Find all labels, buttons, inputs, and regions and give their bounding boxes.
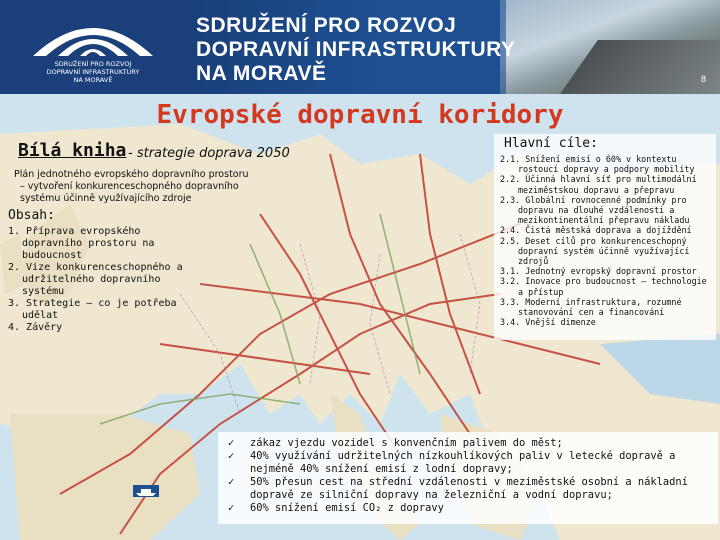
plan-line: systému účinně využívajícího zdroje [20, 193, 192, 204]
contents-item: 4. Závěry [8, 322, 63, 333]
slide-title: Evropské dopravní koridory [156, 100, 564, 130]
goal-item: 2.2. Účinná hlavní síť pro multimodální meziměstskou dopravu a přepravu [500, 174, 697, 195]
target-item [228, 437, 716, 449]
white-paper-heading: Bílá kniha [18, 140, 127, 161]
contents-item: 2. Vize konkurenceschopného a udržitelného dopravního systému [8, 262, 183, 297]
contents-list [8, 226, 183, 334]
header-banner [0, 0, 720, 94]
check-icon: ✓ [228, 450, 235, 463]
target-item [228, 450, 716, 475]
goal-item: 3.3. Moderní infrastruktura, rozumné stanovování cen a financování [500, 296, 682, 318]
strategy-subtitle: - strategie doprava 2050 [128, 146, 290, 161]
goal-item: 3.4. Vnější dimenze [500, 317, 596, 328]
goal-item: 2.3. Globální rovnocenné podmínky pro dopravu na dlouhé vzdálenosti a mezikontinentální přepravu nákladu [500, 194, 690, 226]
target-text: 40% využívání udržitelných nízkouhlíkových paliv v letecké dopravě a nejméně 40% snížení emisí z lodní dopravy; [250, 450, 676, 475]
target-text: 60% snížení emisí CO₂ z dopravy [250, 502, 444, 515]
goal-item: 2.1. Snížení emisí o 60% v kontextu rostoucí dopravy a podpory mobility [500, 154, 695, 175]
check-icon: ✓ [228, 437, 235, 449]
target-item [228, 502, 716, 514]
goal-item: 2.5. Deset cílů pro konkurenceschopný dopravní systém účinně využívající zdrojů [500, 235, 690, 267]
plan-line: – vytvoření konkurenceschopného dopravního [20, 181, 239, 192]
logo [0, 0, 186, 94]
contents-item: 3. Strategie – co je potřeba udělat [8, 298, 177, 321]
check-icon: ✓ [228, 502, 235, 515]
plan-line: Plán jednotného evropského dopravního prostoru [14, 169, 249, 180]
contents-heading: Obsah: [8, 208, 55, 223]
goal-item: 2.4. Čistá městská doprava a dojíždění [500, 225, 692, 236]
logo-road-icon [28, 10, 158, 58]
goals-list [500, 154, 714, 327]
target-item [228, 476, 716, 501]
check-icon: ✓ [228, 476, 235, 489]
goal-item: 3.2. Inovace pro budoucnost – technologie a přístup [500, 276, 707, 297]
road-photo [500, 0, 720, 94]
plan-text [14, 169, 314, 205]
page-number: 8 [700, 74, 706, 84]
targets-list [228, 437, 716, 514]
target-text: 50% přesun cest na střední vzdálenosti v meziměstské osobní a nákladní dopravě ze silniční dopravy na železniční a vodní dopravu; [250, 476, 688, 501]
logo-text: SDRUŽENÍ PRO ROZVOJ DOPRAVNÍ INFRASTRUKTURY NA MORAVĚ [46, 60, 140, 84]
organization-title: SDRUŽENÍ PRO ROZVOJ DOPRAVNÍ INFRASTRUKTURY NA MORAVĚ [196, 14, 516, 85]
goals-heading: Hlavní cíle: [504, 136, 598, 151]
ferry-icon [132, 484, 160, 498]
target-text: zákaz vjezdu vozidel s konvenčním palivem do měst; [250, 437, 563, 449]
contents-item: 1. Příprava evropského dopravního prostoru na budoucnost [8, 226, 155, 261]
goal-item: 3.1. Jednotný evropský dopravní prostor [500, 266, 697, 277]
